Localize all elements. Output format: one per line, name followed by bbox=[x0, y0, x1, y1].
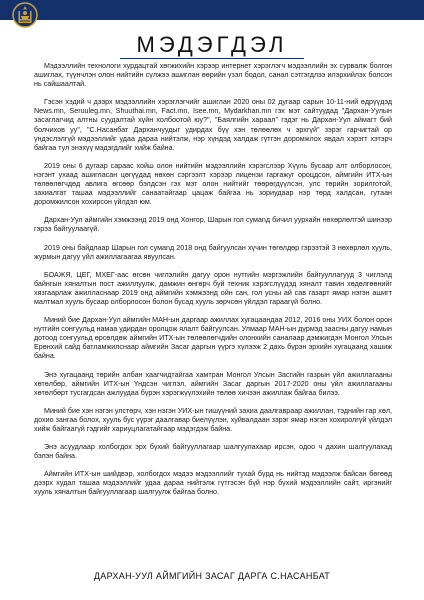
header-band bbox=[0, 0, 424, 20]
paragraph: Аймгийн ИТХ-ын шийдвэр, холбогдох мэдээ мэдээллийг тухай бүрд нь нийтэд мэдээлж байсан бөгөөд дээрх худал ташаа мэдээллийг удаа дараа нийтэлж гүтгэсэн бүй нэр бүхий мэдээллийн сайт, иргэнийг хууль хяналтын байгууллагаар шалгуулж байгаа болно. bbox=[34, 470, 392, 497]
paragraph: Дархан-Уул аймгийн хэмжээнд 2019 онд Хонгор, Шарын гол сумаnд бичил уурхайн нөхөрлөлтэй шинээр гэрээ байгуулаагүй. bbox=[34, 216, 392, 234]
title-divider bbox=[120, 58, 304, 59]
page-title: МЭДЭГДЭЛ bbox=[136, 32, 288, 57]
paragraph: Энэ хугацаанд төрийн албан хаагчидтайгаа хамтран Монгол Улсын Засгийн газрын үйл ажиллагааны хөтөлбөр, аймгийн ИТХ-ын Үндсэн чиглэл, аймгийн Засаг даргын 2017-2020 оны үйл ажиллагааны хөтөлбөрт тусгагдсан ажлуудаа бүрэн хэрэгжүүлэхийн төлөө хичээн ажиллаж байгаа билээ. bbox=[34, 370, 392, 397]
paragraph: БОАЖЯ, ЦЕГ, МХЕГ-аас өгсөн чиглэлийн дагуу орон нутгийн мэргэжлийн байгууллагууд 3 чиглэлд байнгын хяналтын пост ажиллуулж, дамжин өнгөрч буй техник хэрэгслүүдэд хяналт тавин хөдөлгөөнийг хязгаарлаж ажилласнаар 2019 онд аймгийн хэмжээнд ойн сан, гол усны ай сав газарт ямар нэгэн ашигт малтмал хууль бусаар олборлосон болон бусад хууль зөрчсөн үйлдэл гараагүй болно. bbox=[34, 270, 392, 306]
paragraph: Миний бие Дархан-Уул аймгийн МАН-ын даргаар ажиллах хугацаандаа 2012, 2016 оны УИХ болон орон нутгийн сонгуульд намаа удирдан оролцож ялалт байгуулсан. Улмаар МАН-ын дүрмэд заасны дагуу намын дотоод сонгуульд өрсөлдөж аймгийн ИТХ-ын төлөөлөгчдийн олонхийн саналаар дэмжигдэн Монгол Улсын Ерөнхий сайд батламжилснаар аймгийн Засаг даргын үүргэ хүлээж 2 дахь бүрэн эрхийн хугацаанд хашиж байна. bbox=[34, 316, 392, 361]
soyombo-emblem-icon bbox=[12, 2, 38, 28]
paragraph: 2019 оны байдлаар Шарын гол сумаnд 2018 онд байгуулсан хүчин төгөлдөр гэрээтэй 3 нөхөрлөл хууль, журмын дагуу үйл ажиллагаагаа явуулсан. bbox=[34, 243, 392, 261]
statement-body bbox=[34, 62, 392, 507]
paragraph: Мэдээллийн технологи хурдацтай хөгжихийн хэрээр интернет хэрэглэгч мэдээллийн эх сурвалж болгон ашиглах, түүнчлэн олон нийтийн сүлжээ ашиглан өөрийн үзэл бодол, санал сэтгэгдлээ илэрхийлэх болсон нь сайшаалтай. bbox=[34, 62, 392, 89]
paragraph: 2019 оны 6 дугаар сараас хойш олон нийтийн мэдээллийн хэрэгслээр Хүүль бусаар алт олборлосон, нэгэнт ухаад ашигласан цөгүүдад нөхөн сэргээлт хэрээр лицензи гаргажуг ороцдсон, аймгийн ИТХ-ын төлөөлөгчдөд авлига өгсөөр бэлдсэн гэх мэт олон нийтийг төөрөгдүүлсэн, улс төрийн зорилготой, захиалгат ташаа мэдээллийг санаатайгаар цацаж байгаа нь зориудаар нэр төрд халдсан, гутаан доромжилсон хохирсон үйлдэл юм. bbox=[34, 161, 392, 207]
paragraph: Гэсэн хэдий ч дээрх мэдээллийн хэрэглэгчийг ашиглан 2020 оны 02 дугаар сарын 10-11-ний өдрүүдэд News.mn, Seruuleg.mn, Shuuthai.mn, Fact.mn, Isee.mn, Mydarkhan.mn гэх мэт сайтуудад "Дархан-Уулын засаглагчид алтны суудалтай хүйн холбоотой юу?", "Баялгийн хараал" гэдэг нь Дархан-Уул аймагт бий болчихов уу", "С.Насанбат Дарханчуудыг удирдах бүү хэн төлөөлөх ч эрхгүй" зэрэг гарчигтай ор үндэслэлгүй мэдээллийг удаа дараа нийтэлж, нэр хүндэд халдаж гүтгэн доромжлох явдал хэрэгт хэтэрч байгаа тул энэхүү мэдэгдлийг хийж байна. bbox=[34, 98, 392, 152]
paragraph: Миний бие хэн нэгэн улстөрч, хэн нэгэн УИХ-ын гишүүний захиа даалгавраар ажиллан, тэднийн гар хөл, дохио зангаа болох, хууль бус үүрэг даалгавар биелүүлэн, хуйвалдаан зэрэг ямар нэгэн хохиролгүй үйлдэл хийж байгаагүй гэдгийг хариуцлагатайгаар мэдэгдэж байна. bbox=[34, 406, 392, 433]
paragraph: Энэ асуудлаар холбогдох эрх бүхий байгууллагаар шалгуулахаар ирсэн, одоо ч дахин шалгуулахад бэлэн байна. bbox=[34, 443, 392, 461]
signature-line: ДАРХАН-УУЛ АЙМГИЙН ЗАСАГ ДАРГА С.НАСАНБАТ bbox=[93, 571, 331, 581]
